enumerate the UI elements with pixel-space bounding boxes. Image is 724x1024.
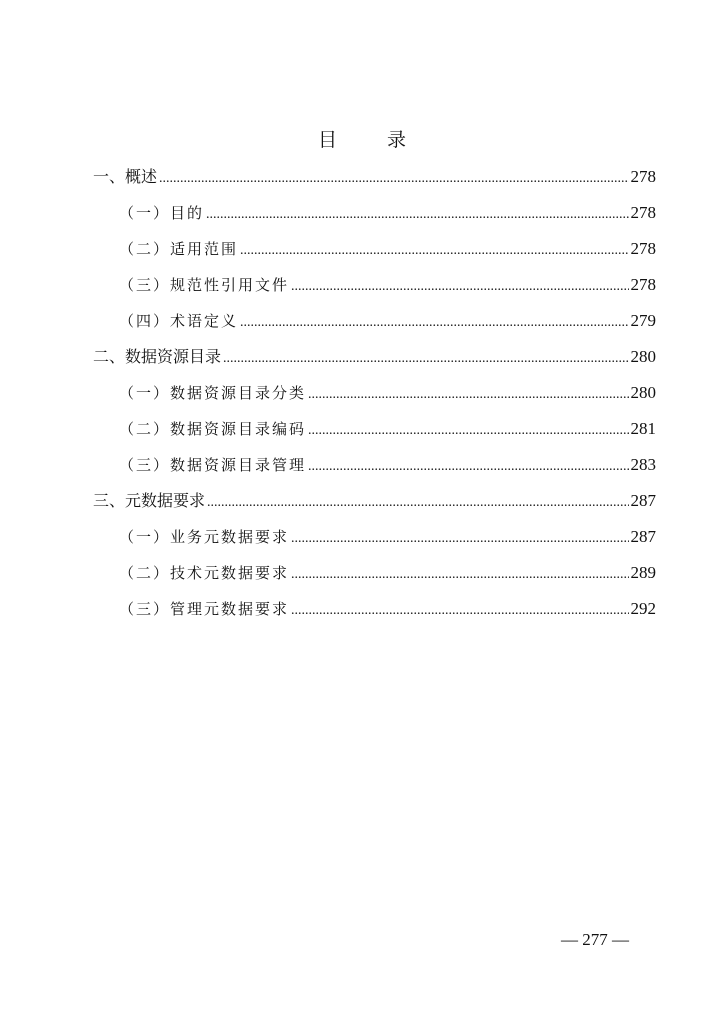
toc-leader-dots (308, 416, 628, 446)
toc-entry-label: （一）目的 (119, 204, 205, 222)
toc-entry[interactable] (93, 198, 656, 234)
toc-entry-label: 一、概述 (93, 167, 158, 186)
toc-title: 目 录 (317, 129, 429, 151)
toc-leader-dots (308, 380, 628, 410)
toc-entry-page: 279 (630, 311, 656, 330)
toc-entry-page: 280 (630, 347, 656, 366)
toc-entry[interactable] (93, 234, 656, 270)
toc-entry-page: 278 (630, 275, 656, 294)
toc-entry[interactable] (93, 558, 656, 594)
toc-leader-dots (291, 272, 628, 302)
toc-entry[interactable] (93, 414, 656, 450)
toc-entry-page: 278 (630, 167, 656, 186)
toc-entry-label: （三）规范性引用文件 (119, 276, 290, 294)
toc-entry-label: （二）数据资源目录编码 (119, 420, 307, 438)
toc-entry[interactable] (93, 162, 656, 198)
toc-entry[interactable] (93, 270, 656, 306)
toc-entry[interactable] (93, 450, 656, 486)
toc-entry-page: 289 (630, 563, 656, 582)
toc-entry-page: 287 (630, 491, 656, 510)
toc-entry-page: 278 (630, 239, 656, 258)
toc-entry[interactable] (93, 306, 656, 342)
toc-entry-page: 283 (630, 455, 656, 474)
toc-leader-dots (291, 560, 628, 590)
toc-leader-dots (207, 488, 628, 518)
toc-leader-dots (206, 200, 628, 230)
toc-entry[interactable] (93, 594, 656, 630)
toc-entry-label: （一）业务元数据要求 (119, 528, 290, 546)
toc-entry-label: （三）数据资源目录管理 (119, 456, 307, 474)
toc-entry-label: （二）适用范围 (119, 240, 239, 258)
page-number: — 277 — (561, 930, 629, 949)
toc-leader-dots (291, 596, 628, 626)
toc-leader-dots (223, 344, 628, 374)
table-of-contents (93, 162, 656, 630)
toc-entry-label: （二）技术元数据要求 (119, 564, 290, 582)
toc-entry-page: 280 (630, 383, 656, 402)
toc-leader-dots (308, 452, 628, 482)
toc-entry-page: 281 (630, 419, 656, 438)
toc-entry[interactable] (93, 342, 656, 378)
toc-entry[interactable] (93, 486, 656, 522)
toc-entry-label: 三、元数据要求 (93, 491, 206, 510)
toc-entry-page: 292 (630, 599, 656, 618)
toc-entry[interactable] (93, 522, 656, 558)
toc-leader-dots (240, 308, 628, 338)
toc-entry-page: 287 (630, 527, 656, 546)
toc-entry-label: （三）管理元数据要求 (119, 600, 290, 618)
toc-entry-label: 二、数据资源目录 (93, 347, 222, 366)
toc-leader-dots (291, 524, 628, 554)
toc-entry-label: （四）术语定义 (119, 312, 239, 330)
toc-entry-label: （一）数据资源目录分类 (119, 384, 307, 402)
toc-entry[interactable] (93, 378, 656, 414)
toc-leader-dots (240, 236, 628, 266)
toc-entry-page: 278 (630, 203, 656, 222)
toc-leader-dots (159, 164, 628, 194)
